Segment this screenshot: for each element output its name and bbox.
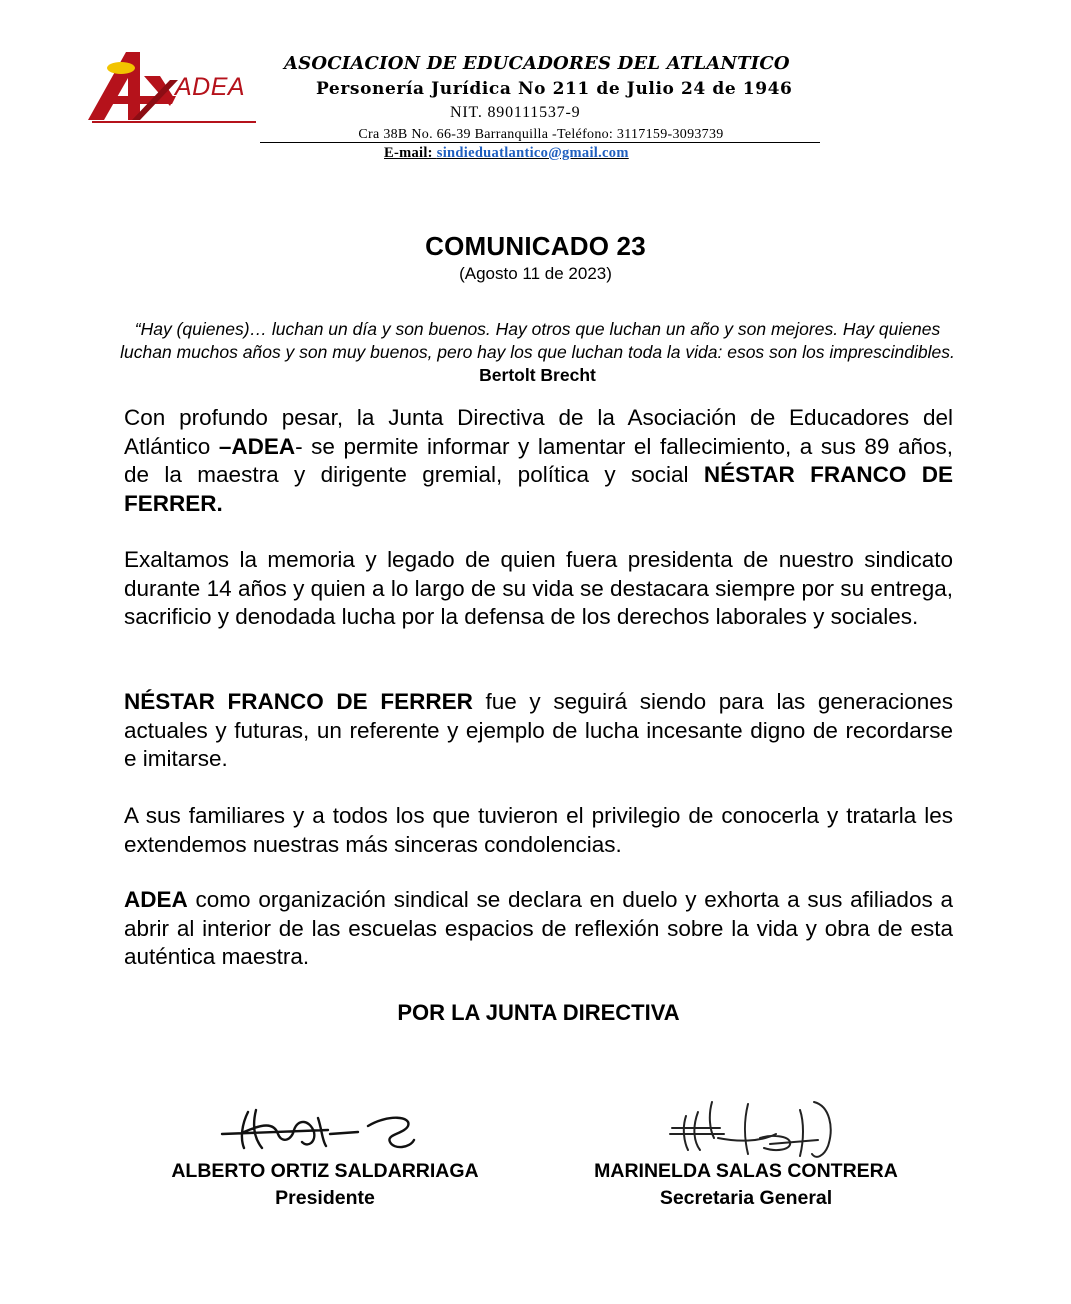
nit: NIT. 890111537-9	[450, 104, 581, 121]
p1-honoree: NÉSTAR FRANCO DE FERRER.	[124, 462, 953, 516]
signatory-right	[570, 1158, 922, 1212]
closing-heading: POR LA JUNTA DIRECTIVA	[397, 1000, 680, 1025]
document-date: (Agosto 11 de 2023)	[459, 264, 612, 283]
signature-right-image	[664, 1098, 844, 1164]
signatory-role: Secretaria General	[659, 1187, 833, 1209]
p5-adea: ADEA	[124, 887, 188, 912]
paragraph-4: A sus familiares y a todos los que tuvieron el privilegio de conocerla y tratarla les extendemos nuestras más sinceras condolencias.	[124, 803, 953, 857]
signatory-role: Presidente	[275, 1187, 375, 1209]
quote-text: “Hay (quienes)… luchan un día y son buenos. Hay otros que luchan un año y son mejores. Hay quienes luchan muchos años y son muy buenos, pero hay los que luchan toda la vida: esos son los imprescindibles.	[120, 319, 955, 362]
p5-text: como organización sindical se declara en duelo y exhorta a sus afiliados a abrir al interior de las escuelas espacios de reflexión sobre la vida y obra de esta auténtica maestra.	[124, 887, 953, 969]
p3-text: fue y seguirá siendo para las generaciones actuales y futuras, un referente y ejemplo de lucha incesante digno de recordarse e imitarse.	[124, 689, 953, 771]
paragraph-1	[124, 404, 953, 518]
logo-text: ADEA	[175, 73, 246, 101]
logo-red-shape	[88, 52, 140, 120]
signatory-name: ALBERTO ORTIZ SALDARRIAGA	[171, 1160, 479, 1182]
p1-text: Con profundo pesar, la Junta Directiva de la Asociación de Educadores del Atlántico	[124, 405, 953, 459]
email-line	[384, 145, 629, 162]
signature-left-image	[218, 1104, 428, 1156]
signatory-name: MARINELDA SALAS CONTRERA	[594, 1160, 898, 1182]
signatory-left	[150, 1158, 500, 1212]
email-link[interactable]: sindieduatlantico@gmail.com	[436, 145, 629, 161]
p3-honoree: NÉSTAR FRANCO DE FERRER	[124, 689, 473, 714]
paragraph-5	[124, 886, 953, 972]
paragraph-3	[124, 688, 953, 774]
page-title: COMUNICADO 23	[425, 231, 646, 261]
personeria: Personería Jurídica No 211 de Julio 24 de 1946	[316, 79, 793, 99]
quote-author: Bertolt Brecht	[479, 365, 596, 385]
p1-adea: –ADEA	[218, 433, 296, 459]
p1-text-2: - se permite informar y lamentar el fallecimiento, a sus 89 años, de la maestra y dirigente gremial, política y social	[124, 433, 953, 487]
epigraph-quote	[120, 318, 955, 387]
org-name: ASOCIACION DE EDUCADORES DEL ATLANTICO	[284, 53, 790, 74]
address: Cra 38B No. 66-39 Barranquilla -Teléfono: 3117159-3093739	[260, 127, 820, 143]
paragraph-2: Exaltamos la memoria y legado de quien fuera presidenta de nuestro sindicato durante 14 años y quien a lo largo de su vida se destacara siempre por su entrega, sacrificio y denodada lucha por la defensa de los derechos laborales y sociales.	[124, 547, 953, 629]
logo-yellow-shape	[107, 62, 135, 74]
email-label: E-mail:	[384, 145, 437, 161]
